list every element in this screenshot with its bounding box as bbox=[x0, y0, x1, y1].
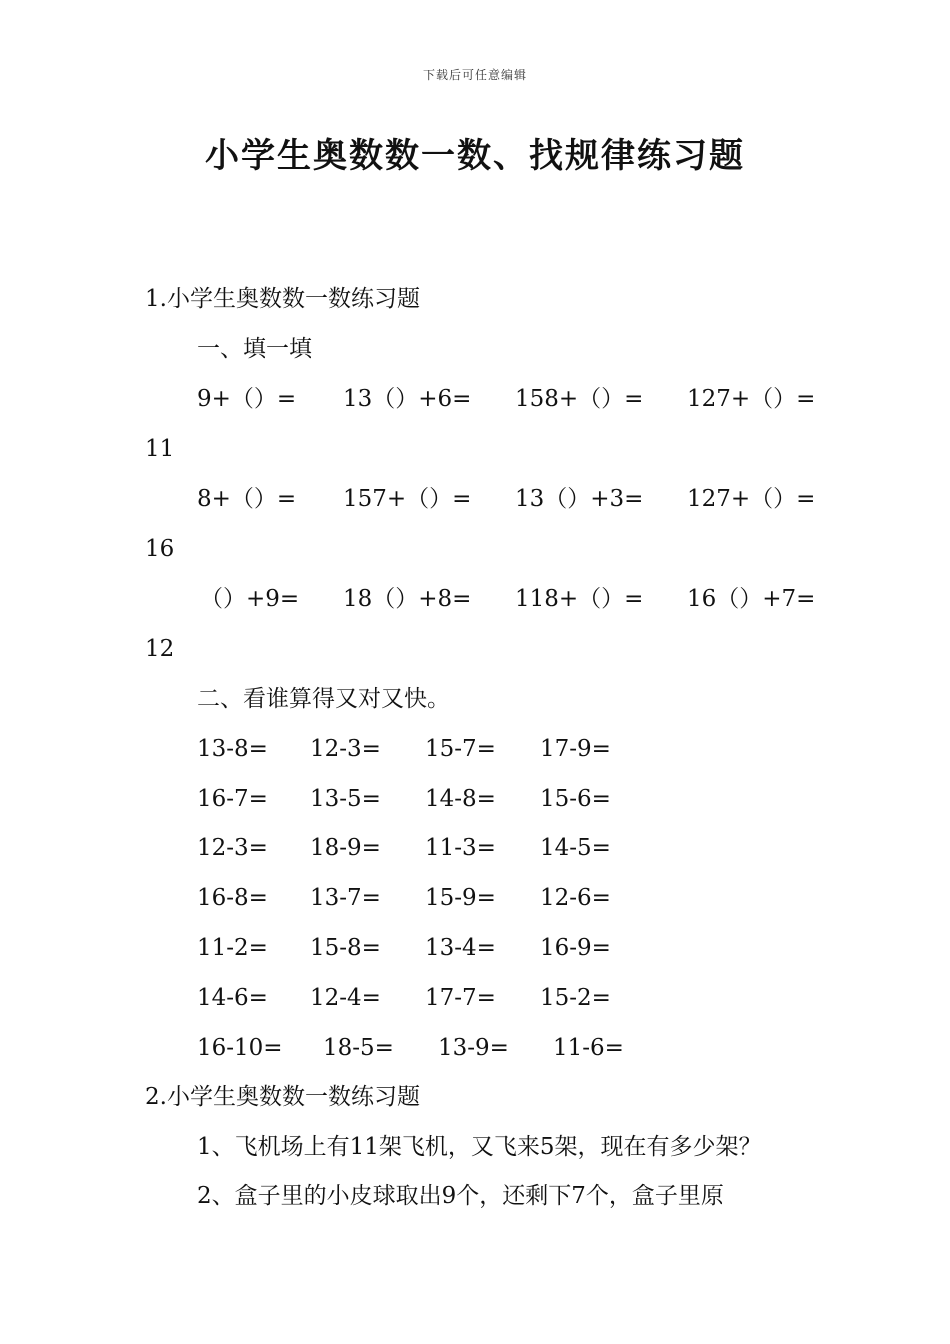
calc-cell: 14-5= bbox=[540, 835, 611, 861]
calc-cell: 13-7= bbox=[310, 885, 381, 911]
calc-cell: 17-9= bbox=[540, 736, 611, 762]
fill-cell: 157+（）= bbox=[343, 486, 472, 512]
fill-cell: 16（）+7= bbox=[687, 586, 816, 612]
fill-cell: 118+（）= bbox=[515, 586, 644, 612]
calc-cell: 11-6= bbox=[553, 1035, 624, 1061]
part-2-heading: 二、看谁算得又对又快。 bbox=[197, 686, 450, 712]
part-1-heading: 一、填一填 bbox=[197, 336, 312, 362]
fill-cell: 9+（）= bbox=[197, 386, 297, 412]
calc-cell: 17-7= bbox=[425, 985, 496, 1011]
fill-cell: 158+（）= bbox=[515, 386, 644, 412]
fill-cell: 127+（）= bbox=[687, 386, 816, 412]
calc-cell: 12-3= bbox=[310, 736, 381, 762]
calc-cell: 16-8= bbox=[197, 885, 268, 911]
word-problem: 1、飞机场上有11架飞机，又飞来5架，现在有多少架？ bbox=[197, 1134, 762, 1160]
calc-cell: 14-8= bbox=[425, 786, 496, 812]
header-note: 下载后可任意编辑 bbox=[422, 68, 527, 82]
calc-cell: 18-9= bbox=[310, 835, 381, 861]
calc-cell: 15-2= bbox=[540, 985, 611, 1011]
word-problem: 2、盒子里的小皮球取出9个，还剩下7个，盒子里原 bbox=[197, 1183, 724, 1209]
calc-cell: 16-10= bbox=[197, 1035, 283, 1061]
calc-cell: 16-7= bbox=[197, 786, 268, 812]
fill-cell: 8+（）= bbox=[197, 486, 297, 512]
section-1-heading: 1.小学生奥数数一数练习题 bbox=[145, 286, 420, 312]
calc-cell: 16-9= bbox=[540, 935, 611, 961]
calc-cell: 11-3= bbox=[425, 835, 496, 861]
fill-cell: 13（）+6= bbox=[343, 386, 472, 412]
fill-row-wrap: 12 bbox=[145, 636, 175, 662]
document-title: 小学生奥数数一数、找规律练习题 bbox=[205, 136, 745, 176]
calc-cell: 15-9= bbox=[425, 885, 496, 911]
calc-cell: 15-6= bbox=[540, 786, 611, 812]
fill-row-wrap: 11 bbox=[145, 436, 175, 462]
calc-cell: 14-6= bbox=[197, 985, 268, 1011]
fill-row-wrap: 16 bbox=[145, 536, 175, 562]
calc-cell: 15-7= bbox=[425, 736, 496, 762]
fill-cell: 127+（）= bbox=[687, 486, 816, 512]
calc-cell: 12-3= bbox=[197, 835, 268, 861]
calc-cell: 12-4= bbox=[310, 985, 381, 1011]
calc-cell: 11-2= bbox=[197, 935, 268, 961]
calc-cell: 15-8= bbox=[310, 935, 381, 961]
calc-cell: 13-8= bbox=[197, 736, 268, 762]
calc-cell: 18-5= bbox=[323, 1035, 394, 1061]
calc-cell: 13-9= bbox=[438, 1035, 509, 1061]
section-2-heading: 2.小学生奥数数一数练习题 bbox=[145, 1084, 420, 1110]
calc-cell: 13-5= bbox=[310, 786, 381, 812]
calc-cell: 13-4= bbox=[425, 935, 496, 961]
fill-cell: （）+9= bbox=[200, 586, 300, 612]
calc-cell: 12-6= bbox=[540, 885, 611, 911]
fill-cell: 13（）+3= bbox=[515, 486, 644, 512]
fill-cell: 18（）+8= bbox=[343, 586, 472, 612]
